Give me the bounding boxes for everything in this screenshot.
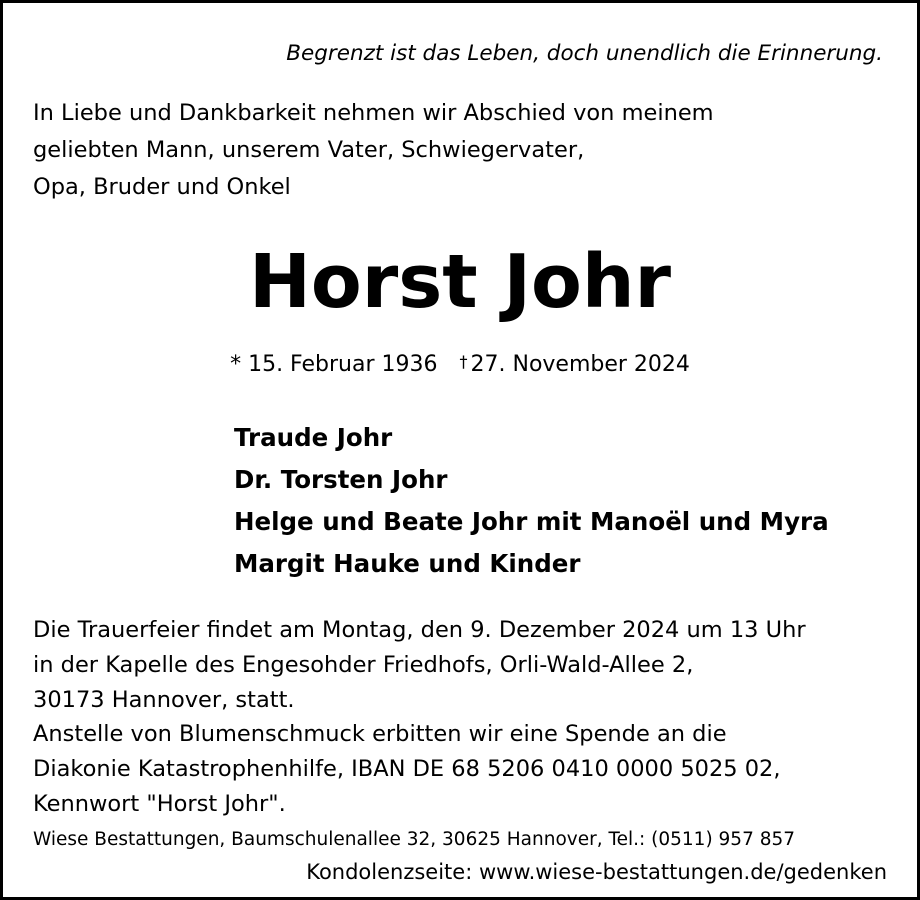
donation-info <box>33 717 781 822</box>
mourner-name: Margit Hauke und Kinder <box>234 549 581 578</box>
undertaker-contact: Wiese Bestattungen, Baumschulenallee 32, 30625 Hannover, Tel.: (0511) 957 857 <box>33 829 796 850</box>
donation-line: Anstelle von Blumenschmuck erbitten wir eine Spende an die <box>33 721 727 747</box>
motto-quote: Begrenzt ist das Leben, doch unendlich die Erinnerung. <box>286 41 883 66</box>
condolence-page-link[interactable]: Kondolenzseite: www.wiese-bestattungen.de/gedenken <box>306 860 887 884</box>
intro-text <box>33 95 714 206</box>
service-line: in der Kapelle des Engesohder Friedhofs, Orli-Wald-Allee 2, <box>33 652 694 678</box>
death-date: 27. November 2024 <box>470 352 690 377</box>
mourner-name: Helge und Beate Johr mit Manoël und Myra <box>234 507 829 536</box>
service-line: Die Trauerfeier findet am Montag, den 9. Dezember 2024 um 13 Uhr <box>33 617 806 643</box>
dagger-icon: † <box>459 352 468 371</box>
funeral-service-info <box>33 613 806 718</box>
birth-date: * 15. Februar 1936 <box>230 352 438 377</box>
mourner-name: Dr. Torsten Johr <box>234 465 448 494</box>
mourner-name: Traude Johr <box>234 423 393 452</box>
intro-line: geliebten Mann, unserem Vater, Schwiegervater, <box>33 137 585 163</box>
deceased-name: Horst Johr <box>249 239 671 325</box>
mourners-list <box>234 417 829 585</box>
donation-line: Kennwort "Horst Johr". <box>33 791 286 817</box>
intro-line: In Liebe und Dankbarkeit nehmen wir Abschied von meinem <box>33 100 714 126</box>
service-line: 30173 Hannover, statt. <box>33 687 295 713</box>
life-dates <box>3 345 917 382</box>
donation-line: Diakonie Katastrophenhilfe, IBAN DE 68 5206 0410 0000 5025 02, <box>33 756 781 782</box>
intro-line: Opa, Bruder und Onkel <box>33 174 291 200</box>
